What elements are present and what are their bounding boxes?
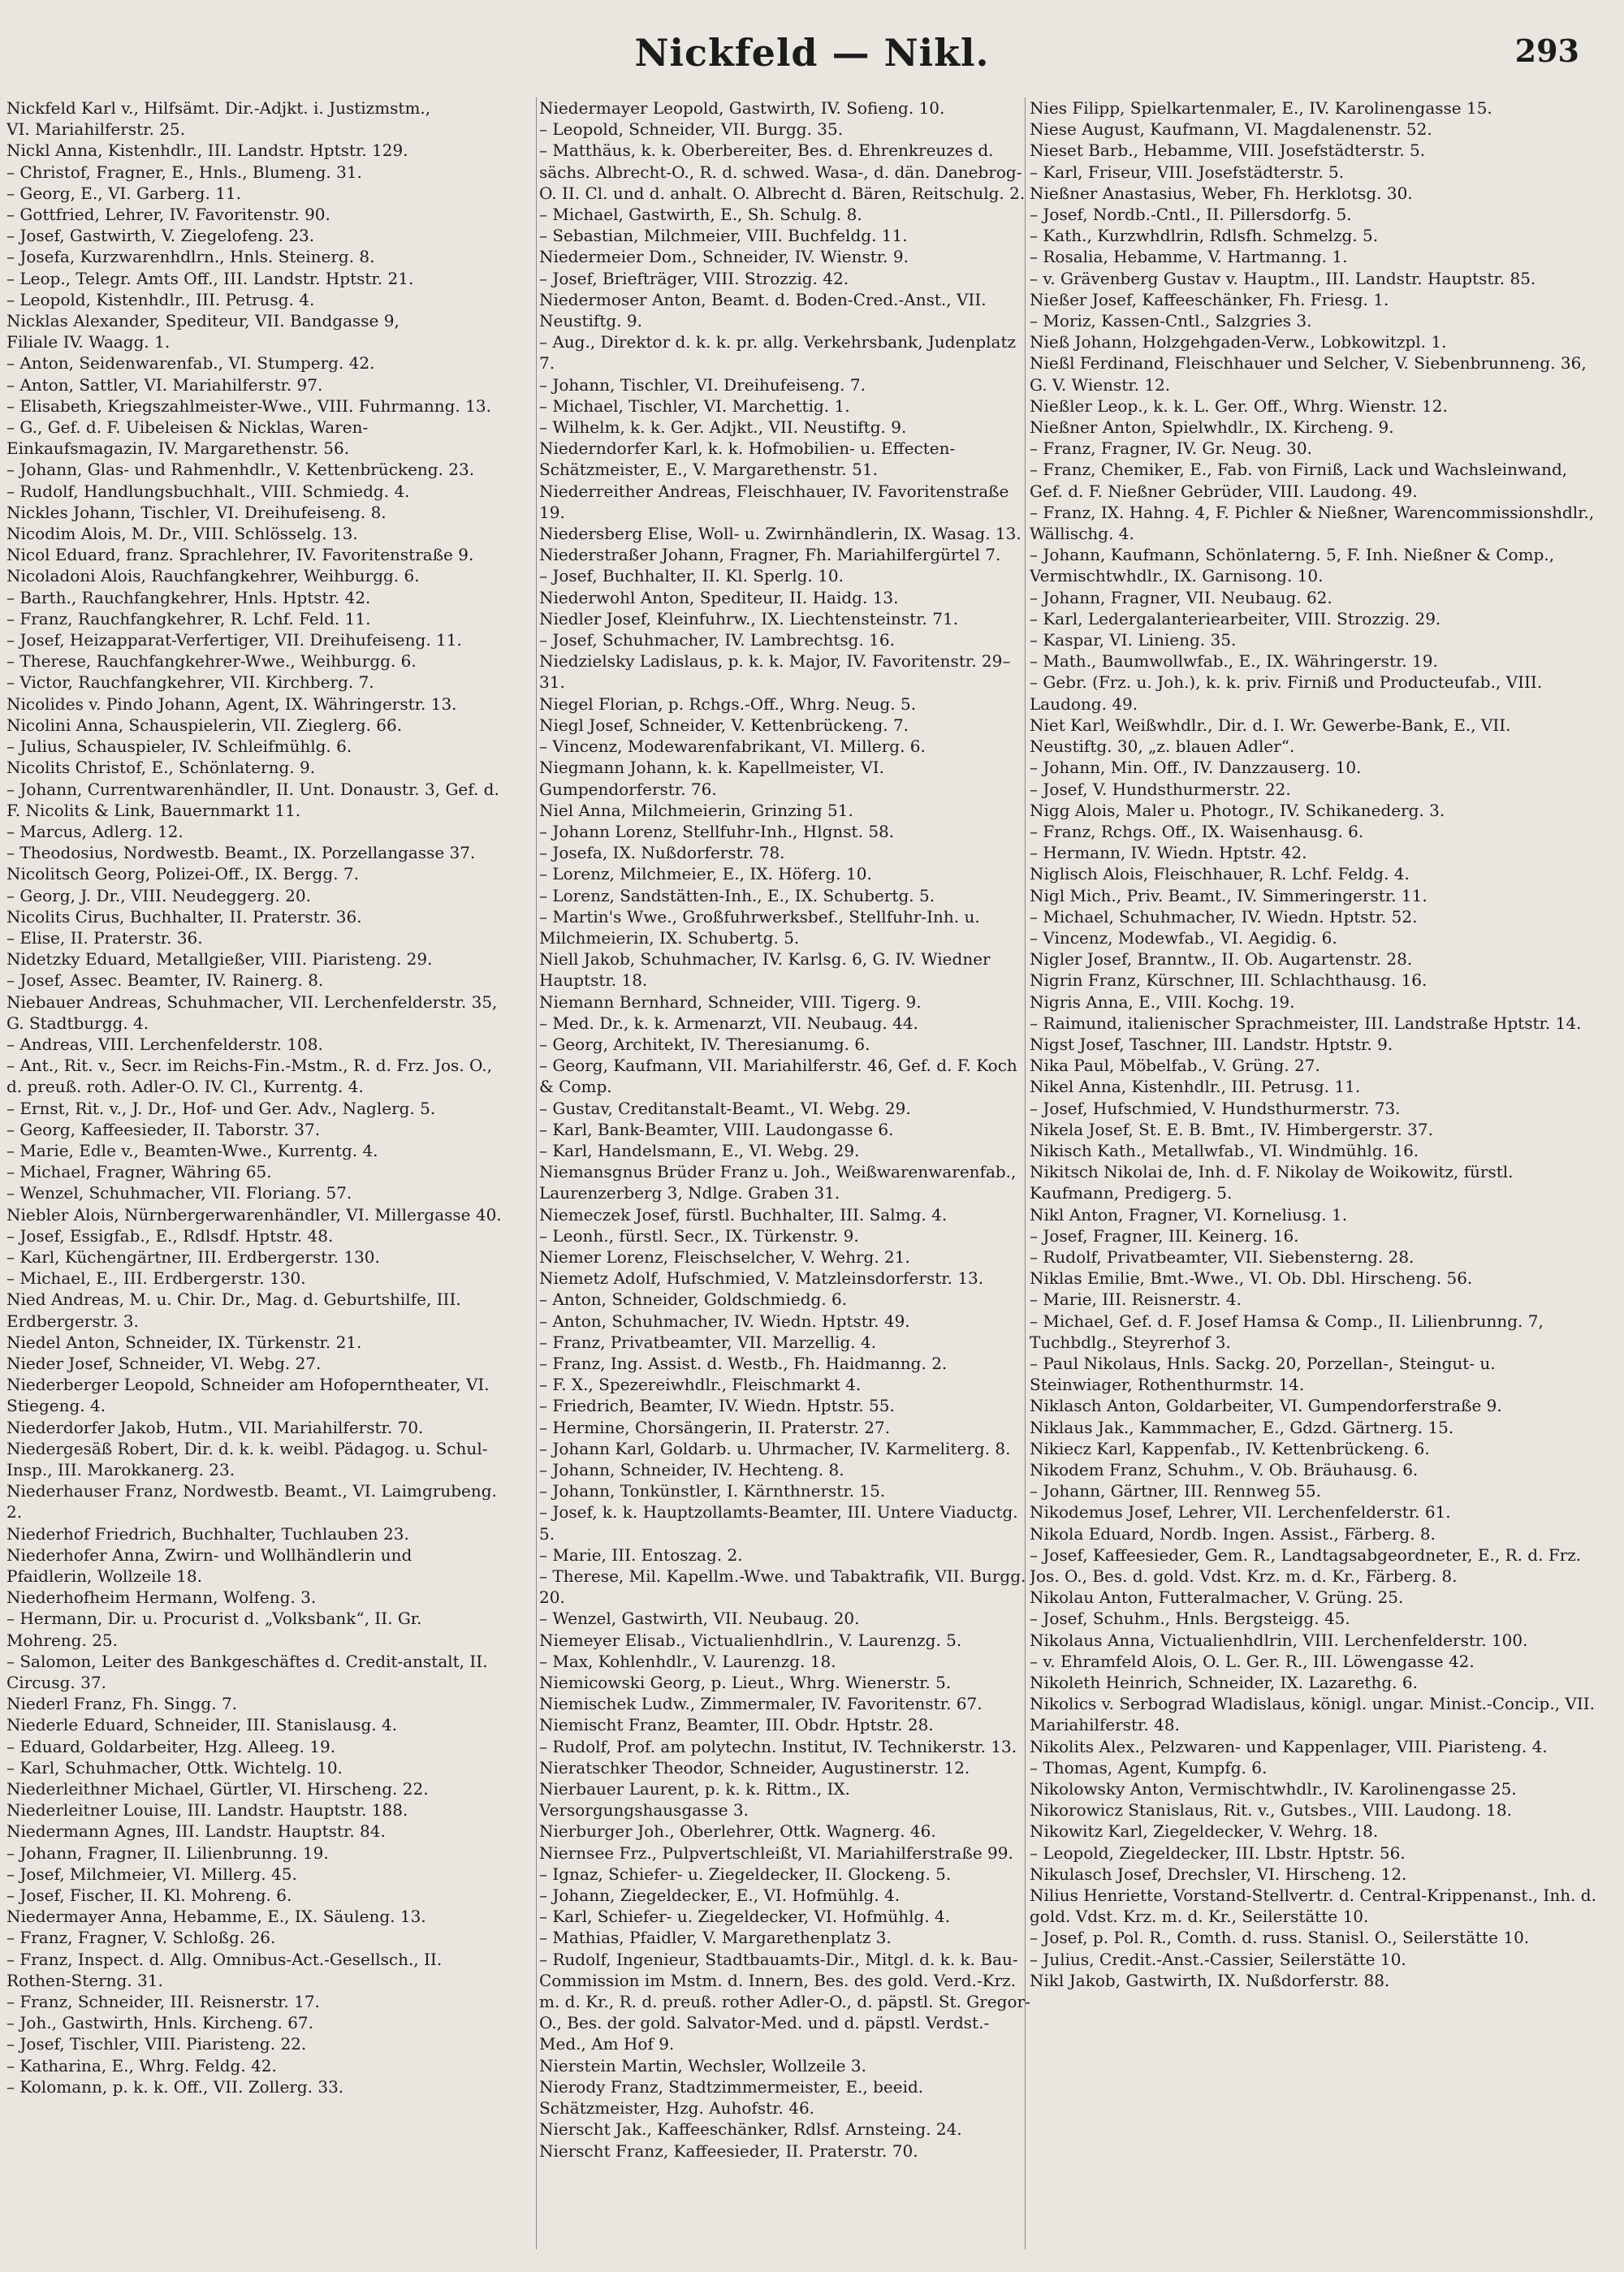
column-divider xyxy=(536,97,537,2249)
directory-entry: – Ignaz, Schiefer- u. Ziegeldecker, II. Glockeng. 5. xyxy=(539,1864,952,1884)
directory-entry: – Rudolf, Handlungsbuchhalt., VIII. Schmiedg. 4. xyxy=(6,481,410,501)
directory-entry: – Franz, Rchgs. Off., IX. Waisenhausg. 6. xyxy=(1030,821,1364,841)
directory-entry: – Josef, Hufschmied, V. Hundsthurmerstr. 73. xyxy=(1030,1098,1401,1118)
directory-entry: Nikolowsky Anton, Vermischtwhdlr., IV. Karolinengasse 25. xyxy=(1030,1779,1517,1799)
directory-entry: – v. Grävenberg Gustav v. Hauptm., III. Landstr. Hauptstr. 85. xyxy=(1030,268,1536,288)
directory-entry: – Therese, Rauchfangkehrer-Wwe., Weihburgg. 6. xyxy=(6,651,417,672)
directory-entry: Niederhauser Franz, Nordwestb. Beamt., VI. Laimgrubeng. 2. xyxy=(6,1481,497,1523)
directory-entry: Nigg Alois, Maler u. Photogr., IV. Schikanederg. 3. xyxy=(1030,800,1445,820)
directory-entry: – Karl, Bank-Beamter, VIII. Laudongasse 6. xyxy=(539,1119,894,1139)
directory-entry: – Lorenz, Milchmeier, E., IX. Höferg. 10. xyxy=(539,864,872,884)
directory-entry: – Kolomann, p. k. k. Off., VII. Zollerg. 33. xyxy=(6,2076,344,2097)
directory-entry: – Franz, Fragner, IV. Gr. Neug. 30. xyxy=(1030,438,1312,459)
directory-entry: Niet Karl, Weißwhdlr., Dir. d. I. Wr. Gewerbe-Bank, E., VII. Neustiftg. 30, „z. blauen Adler“. xyxy=(1030,715,1511,757)
directory-entry: – Elise, II. Praterstr. 36. xyxy=(6,927,203,948)
directory-entry: – Karl, Küchengärtner, III. Erdbergerstr. 130. xyxy=(6,1246,380,1267)
page-header xyxy=(0,31,1624,88)
directory-entry: – Vincenz, Modewfab., VI. Aegidig. 6. xyxy=(1030,927,1337,948)
directory-entry: – Theodosius, Nordwestb. Beamt., IX. Porzellangasse 37. xyxy=(6,843,476,863)
directory-entry: Nikodemus Josef, Lehrer, VII. Lerchenfelderstr. 61. xyxy=(1030,1502,1451,1523)
directory-entry: Niemann Bernhard, Schneider, VIII. Tigerg. 9. xyxy=(539,991,922,1012)
directory-entry: Nieß Johann, Holzgehgaden-Verw., Lobkowitzpl. 1. xyxy=(1030,332,1447,352)
directory-entry: Niedel Anton, Schneider, IX. Türkenstr. 21. xyxy=(6,1332,362,1352)
directory-entry: Nikela Josef, St. E. B. Bmt., IV. Himbergerstr. 37. xyxy=(1030,1119,1433,1139)
directory-entry: – Wenzel, Gastwirth, VII. Neubaug. 20. xyxy=(539,1609,860,1629)
directory-entry: – Georg, E., VI. Garberg. 11. xyxy=(6,183,242,203)
directory-entry: Niederle Eduard, Schneider, III. Stanislausg. 4. xyxy=(6,1715,398,1735)
directory-entry: Nicodim Alois, M. Dr., VIII. Schlösselg. 13. xyxy=(6,524,358,544)
directory-entry: – Michael, Fragner, Währing 65. xyxy=(6,1162,272,1182)
directory-entry: – Georg, Kaufmann, VII. Mariahilferstr. 46, Gef. d. F. Koch & Comp. xyxy=(539,1056,1017,1097)
directory-entry: – Wenzel, Schuhmacher, VII. Floriang. 57. xyxy=(6,1183,352,1203)
directory-entry: – Josef, k. k. Hauptzollamts-Beamter, III. Untere Viaductg. 5. xyxy=(539,1502,1018,1544)
directory-entry: Nierbauer Laurent, p. k. k. Rittm., IX. Versorgungshausgasse 3. xyxy=(539,1779,851,1821)
directory-entry: Niemicowski Georg, p. Lieut., Whrg. Wienerstr. 5. xyxy=(539,1673,952,1693)
directory-entry: Nicklas Alexander, Spediteur, VII. Bandgasse 9, Filiale IV. Waagg. 1. xyxy=(6,311,400,352)
directory-entry: – Med. Dr., k. k. Armenarzt, VII. Neubaug. 44. xyxy=(539,1013,918,1033)
directory-entry: – Paul Nikolaus, Hnls. Sackg. 20, Porzellan-, Steingut- u. Steinwiager, Rothenthurmstr. 14. xyxy=(1030,1353,1496,1395)
directory-entry: Nikel Anna, Kistenhdlr., III. Petrusg. 11. xyxy=(1030,1077,1361,1097)
directory-entry: – Gustav, Creditanstalt-Beamt., VI. Webg. 29. xyxy=(539,1098,911,1118)
directory-entry: – Rosalia, Hebamme, V. Hartmanng. 1. xyxy=(1030,247,1348,267)
directory-entry: – Franz, Rauchfangkehrer, R. Lchf. Feld. 11. xyxy=(6,608,371,628)
directory-entry: Niedermeier Dom., Schneider, IV. Wienstr. 9. xyxy=(539,247,909,267)
directory-entry: – Johann Karl, Goldarb. u. Uhrmacher, IV. Karmeliterg. 8. xyxy=(539,1438,1011,1458)
directory-entry: – Kath., Kurzwhdlrin, Rdlsfh. Schmelzg. 5. xyxy=(1030,226,1379,246)
directory-entry: – Martin's Wwe., Großfuhrwerksbef., Stellfuhr-Inh. u. Milchmeierin, IX. Schubertg. 5. xyxy=(539,906,980,948)
directory-entry: – Johann, Schneider, IV. Hechteng. 8. xyxy=(539,1460,844,1479)
directory-entry: – Johann, Tonkünstler, I. Kärnthnerstr. 15. xyxy=(539,1481,886,1501)
directory-entry: Niederhofer Anna, Zwirn- und Wollhändlerin und Pfaidlerin, Wollzeile 18. xyxy=(6,1544,412,1587)
directory-entry: Niederwohl Anton, Spediteur, II. Haidg. 13. xyxy=(539,587,899,607)
directory-entry: Niemeczek Josef, fürstl. Buchhalter, III. Salmg. 4. xyxy=(539,1204,948,1225)
directory-entry: – Johann, Fragner, VII. Neubaug. 62. xyxy=(1030,587,1332,607)
directory-entry: – Max, Kohlenhdlr., V. Laurenzg. 18. xyxy=(539,1651,836,1671)
directory-entry: Niedler Josef, Kleinfuhrw., IX. Liechtensteinstr. 71. xyxy=(539,608,959,628)
directory-entry: – Matthäus, k. k. Oberbereiter, Bes. d. Ehrenkreuzes d. sächs. Albrecht-O., R. d. schwed. Wasa-, d. dän. Danebrog-O. II. Cl. und d. anhalt. O. Albrecht d. Bären, Reitschulg. 2. xyxy=(539,140,1026,203)
directory-entry: – Johann Lorenz, Stellfuhr-Inh., Hlgnst. 58. xyxy=(539,821,895,841)
directory-entry: Nickl Anna, Kistenhdlr., III. Landstr. Hptstr. 129. xyxy=(6,140,408,161)
directory-entry: – Lorenz, Sandstätten-Inh., E., IX. Schubertg. 5. xyxy=(539,885,935,905)
directory-entry: – Raimund, italienischer Sprachmeister, III. Landstraße Hptstr. 14. xyxy=(1030,1013,1582,1033)
directory-entry: Nikl Anton, Fragner, VI. Korneliusg. 1. xyxy=(1030,1204,1348,1225)
directory-entry: Nikisch Kath., Metallwfab., VI. Windmühlg. 16. xyxy=(1030,1140,1419,1160)
directory-entry: Niedersberg Elise, Woll- u. Zwirnhändlerin, IX. Wasag. 13. xyxy=(539,524,1021,544)
directory-entry: Nikolaus Anna, Victualienhdlrin, VIII. Lerchenfelderstr. 100. xyxy=(1030,1630,1528,1650)
directory-entry: Niederreither Andreas, Fleischhauer, IV. Favoritenstraße 19. xyxy=(539,481,1009,522)
directory-entry: – Marie, III. Reisnerstr. 4. xyxy=(1030,1289,1242,1310)
directory-entry: Nikiecz Karl, Kappenfab., IV. Kettenbrückeng. 6. xyxy=(1030,1438,1430,1458)
directory-entry: – Karl, Handelsmann, E., VI. Webg. 29. xyxy=(539,1140,860,1160)
directory-entry: – Leopold, Kistenhdlr., III. Petrusg. 4. xyxy=(6,289,315,309)
directory-entry: – Elisabeth, Kriegszahlmeister-Wwe., VIII. Fuhrmanng. 13. xyxy=(6,395,491,416)
directory-entry: Niedermann Agnes, III. Landstr. Hauptstr. 84. xyxy=(6,1821,386,1842)
directory-entry: – Julius, Credit.-Anst.-Cassier, Seilerstätte 10. xyxy=(1030,1949,1406,1969)
directory-entry: – Johann, Currentwarenhändler, II. Unt. Donaustr. 3, Gef. d. F. Nicolits & Link, Bauernmarkt 11. xyxy=(6,779,499,820)
directory-entry: – Franz, Ing. Assist. d. Westb., Fh. Haidmanng. 2. xyxy=(539,1353,948,1373)
directory-entry: – Moriz, Kassen-Cntl., Salzgries 3. xyxy=(1030,311,1312,331)
directory-entry: – Therese, Mil. Kapellm.-Wwe. und Tabaktrafik, VII. Burgg. 20. xyxy=(539,1566,1026,1608)
directory-entry: – Michael, Tischler, VI. Marchettig. 1. xyxy=(539,395,850,416)
directory-entry: – F. X., Spezereiwhdlr., Fleischmarkt 4. xyxy=(539,1375,862,1395)
directory-entry: – Franz, Chemiker, E., Fab. von Firniß, Lack und Wachsleinwand, Gef. d. F. Nießner Gebrüder, VIII. Laudong. 49. xyxy=(1030,460,1568,501)
directory-entry: – Michael, Gef. d. F. Josef Hamsa & Comp., II. Lilienbrunng. 7, Tuchbdlg., Steyrerhof 3. xyxy=(1030,1311,1544,1352)
directory-entry: – Karl, Schiefer- u. Ziegeldecker, VI. Hofmühlg. 4. xyxy=(539,1907,951,1927)
directory-entry: Niedermayer Leopold, Gastwirth, IV. Sofieng. 10. xyxy=(539,98,945,118)
directory-entry: – Hermine, Chorsängerin, II. Praterstr. 27. xyxy=(539,1417,891,1437)
directory-entry: Nidetzky Eduard, Metallgießer, VIII. Piaristeng. 29. xyxy=(6,949,433,970)
directory-entry: Niedzielsky Ladislaus, p. k. k. Major, IV. Favoritenstr. 29–31. xyxy=(539,651,1011,693)
directory-entry: Nies Filipp, Spielkartenmaler, E., IV. Karolinengasse 15. xyxy=(1030,98,1492,118)
directory-entry: Niglisch Alois, Fleischhauer, R. Lchf. Feldg. 4. xyxy=(1030,864,1410,884)
directory-entry: – Karl, Schuhmacher, Ottk. Wichtelg. 10. xyxy=(6,1757,343,1777)
directory-entry: Niederleitner Louise, III. Landstr. Hauptstr. 188. xyxy=(6,1800,408,1821)
directory-entry: Niegl Josef, Schneider, V. Kettenbrückeng. 7. xyxy=(539,715,909,735)
directory-entry: – Anton, Seidenwarenfab., VI. Stumperg. 42. xyxy=(6,353,375,374)
directory-entry: Niederdorfer Jakob, Hutm., VII. Mariahilferstr. 70. xyxy=(6,1417,424,1437)
directory-entry: – Josef, Essigfab., E., Rdlsdf. Hptstr. 48. xyxy=(6,1225,334,1246)
directory-entry: Nigl Mich., Priv. Beamt., IV. Simmeringerstr. 11. xyxy=(1030,885,1427,905)
directory-entry: – Leonh., fürstl. Secr., IX. Türkenstr. 9. xyxy=(539,1225,859,1246)
directory-entry: Nießner Anton, Spielwhdlr., IX. Kircheng. 9. xyxy=(1030,417,1394,438)
directory-entry: Nieset Barb., Hebamme, VIII. Josefstädterstr. 5. xyxy=(1030,140,1426,161)
directory-entry: Nikitsch Nikolai de, Inh. d. F. Nikolay de Woikowitz, fürstl. Kaufmann, Predigerg. 5. xyxy=(1030,1162,1514,1203)
directory-entry: Niemischt Franz, Beamter, III. Obdr. Hptstr. 28. xyxy=(539,1715,934,1735)
directory-entry: – Michael, E., III. Erdbergerstr. 130. xyxy=(6,1268,306,1289)
directory-entry: – Julius, Schauspieler, IV. Schleifmühlg. 6. xyxy=(6,736,352,757)
directory-entry: – Mathias, Pfaidler, V. Margarethenplatz 3. xyxy=(539,1928,892,1948)
directory-entry: Niederstraßer Johann, Fragner, Fh. Mariahilfergürtel 7. xyxy=(539,545,1001,565)
directory-entry: Niederhofheim Hermann, Wolfeng. 3. xyxy=(6,1587,317,1608)
directory-entry: Nieratschker Theodor, Schneider, Augustinerstr. 12. xyxy=(539,1757,970,1777)
directory-entry: Nicolitsch Georg, Polizei-Off., IX. Bergg. 7. xyxy=(6,864,359,884)
directory-entry: – G., Gef. d. F. Uibeleisen & Nicklas, Waren-Einkaufsmagazin, IV. Margarethenstr. 56. xyxy=(6,417,369,459)
directory-entry: Nigrin Franz, Kürschner, III. Schlachthausg. 16. xyxy=(1030,970,1427,991)
directory-entry: – Vincenz, Modewarenfabrikant, VI. Millerg. 6. xyxy=(539,736,926,757)
directory-entry: – Marcus, Adlerg. 12. xyxy=(6,821,184,841)
directory-entry: Niegel Florian, p. Rchgs.-Off., Whrg. Neug. 5. xyxy=(539,693,917,714)
directory-entry: – Victor, Rauchfangkehrer, VII. Kirchberg. 7. xyxy=(6,672,374,693)
directory-entry: – Franz, Fragner, V. Schloßg. 26. xyxy=(6,1928,276,1948)
directory-entry: Niederndorfer Karl, k. k. Hofmobilien- u. Effecten-Schätzmeister, E., V. Margarethenstr. 51. xyxy=(539,438,956,480)
directory-entry: – Josef, Heizapparat-Verfertiger, VII. Dreihufeiseng. 11. xyxy=(6,630,462,650)
directory-entry: Niederberger Leopold, Schneider am Hofoperntheater, VI. Stiegeng. 4. xyxy=(6,1375,490,1416)
directory-entry: Niklaus Jak., Kammmacher, E., Gdzd. Gärtnerg. 15. xyxy=(1030,1417,1454,1437)
directory-entry: – Johann, Fragner, II. Lilienbrunng. 19. xyxy=(6,1842,329,1863)
directory-entry: – Johann, Gärtner, III. Rennweg 55. xyxy=(1030,1481,1321,1501)
directory-entry: Nierburger Joh., Oberlehrer, Ottk. Wagnerg. 46. xyxy=(539,1821,936,1842)
directory-entry: – Marie, III. Entoszag. 2. xyxy=(539,1544,743,1565)
directory-entry: Niernsee Frz., Pulpvertschleißt, VI. Mariahilferstraße 99. xyxy=(539,1842,1013,1863)
directory-entry: – Gebr. (Frz. u. Joh.), k. k. priv. Firniß und Producteufab., VIII. Laudong. 49. xyxy=(1030,672,1543,714)
directory-entry: – Johann, Kaufmann, Schönlaterng. 5, F. Inh. Nießner & Comp., Vermischtwhdlr., IX. Garnisong. 10. xyxy=(1030,545,1555,586)
directory-entry: – Johann, Tischler, VI. Dreihufeiseng. 7. xyxy=(539,374,866,395)
directory-entry: – Michael, Gastwirth, E., Sh. Schulg. 8. xyxy=(539,205,862,225)
column-2 xyxy=(539,97,1034,2257)
directory-entry: Niemeyer Elisab., Victualienhdlrin., V. Laurenzg. 5. xyxy=(539,1630,962,1650)
directory-entry: – Leopold, Schneider, VII. Burgg. 35. xyxy=(539,119,844,140)
directory-entry: Nilius Henriette, Vorstand-Stellvertr. d. Central-Krippenanst., Inh. d. gold. Vdst. Krz. m. d. Kr., Seilerstätte 10. xyxy=(1030,1885,1596,1927)
directory-entry: – Josef, Schuhm., Hnls. Bergsteigg. 45. xyxy=(1030,1609,1350,1629)
directory-entry: – Josef, Schuhmacher, IV. Lambrechtsg. 16. xyxy=(539,630,895,650)
directory-entry: – Leop., Telegr. Amts Off., III. Landstr. Hptstr. 21. xyxy=(6,268,414,288)
directory-entry: Nickfeld Karl v., Hilfsämt. Dir.-Adjkt. i. Justizmstm., VI. Mariahilferstr. 25. xyxy=(6,98,431,140)
directory-entry: Niedergesäß Robert, Dir. d. k. k. weibl. Pädagog. u. Schul-Insp., III. Marokkanerg. 23. xyxy=(6,1438,488,1479)
directory-entry: Nießl Ferdinand, Fleischhauer und Selcher, V. Siebenbrunneng. 36, G. V. Wienstr. 12. xyxy=(1030,353,1587,395)
directory-entry: – Rudolf, Privatbeamter, VII. Siebensterng. 28. xyxy=(1030,1246,1415,1267)
directory-entry: Nikl Jakob, Gastwirth, IX. Nußdorferstr. 88. xyxy=(1030,1970,1390,1990)
directory-entry: – v. Ehramfeld Alois, O. L. Ger. R., III. Löwengasse 42. xyxy=(1030,1651,1475,1671)
directory-entry: – Josef, Buchhalter, II. Kl. Sperlg. 10. xyxy=(539,566,844,586)
directory-entry: Niese August, Kaufmann, VI. Magdalenenstr. 52. xyxy=(1030,119,1432,140)
directory-entry: – Kaspar, VI. Linieng. 35. xyxy=(1030,630,1237,650)
directory-entry: – Josef, Gastwirth, V. Ziegelofeng. 23. xyxy=(6,226,315,246)
directory-entry: – Anton, Sattler, VI. Mariahilferstr. 97. xyxy=(6,374,323,395)
directory-entry: – Michael, Schuhmacher, IV. Wiedn. Hptstr. 52. xyxy=(1030,906,1418,927)
directory-entry: Niedermoser Anton, Beamt. d. Boden-Cred.-Anst., VII. Neustiftg. 9. xyxy=(539,289,987,331)
directory-entry: – Karl, Friseur, VIII. Josefstädterstr. 5. xyxy=(1030,162,1345,182)
directory-entry: – Josef, Fischer, II. Kl. Mohreng. 6. xyxy=(6,1885,292,1906)
directory-entry: Niederl Franz, Fh. Singg. 7. xyxy=(6,1694,238,1714)
directory-entry: – Friedrich, Beamter, IV. Wiedn. Hptstr. 55. xyxy=(539,1396,895,1416)
directory-entry: Niederleithner Michael, Gürtler, VI. Hirscheng. 22. xyxy=(6,1779,429,1799)
directory-entry: – Karl, Ledergalanteriearbeiter, VIII. Strozzig. 29. xyxy=(1030,608,1441,628)
directory-entry: – Marie, Edle v., Beamten-Wwe., Kurrentg. 4. xyxy=(6,1140,378,1160)
directory-entry: – Georg, Kaffeesieder, II. Taborstr. 37. xyxy=(6,1119,321,1139)
directory-entry: – Josef, Kaffeesieder, Gem. R., Landtagsabgeordneter, E., R. d. Frz. Jos. O., Bes. d. gold. Vdst. Krz. m. d. Kr., Färberg. 8. xyxy=(1030,1544,1582,1587)
directory-entry: – Franz, Schneider, III. Reisnerstr. 17. xyxy=(6,1992,320,2012)
directory-entry: – Salomon, Leiter des Bankgeschäftes d. Credit-anstalt, II. Circusg. 37. xyxy=(6,1651,488,1693)
directory-entry: Nigler Josef, Branntw., II. Ob. Augartenstr. 28. xyxy=(1030,949,1413,970)
directory-entry: – Josef, V. Hundsthurmerstr. 22. xyxy=(1030,779,1291,799)
directory-entry: – Josefa, IX. Nußdorferstr. 78. xyxy=(539,843,785,863)
column-3 xyxy=(1030,97,1598,2257)
directory-entry: Nicolides v. Pindo Johann, Agent, IX. Währingerstr. 13. xyxy=(6,693,457,714)
directory-entry: Nieder Josef, Schneider, VI. Webg. 27. xyxy=(6,1353,322,1373)
directory-entry: – Josef, Nordb.-Cntl., II. Pillersdorfg. 5. xyxy=(1030,205,1352,225)
directory-entry: – Rudolf, Ingenieur, Stadtbauamts-Dir., Mitgl. d. k. k. Bau-Commission im Mstm. d. Innern, Bes. des gold. Verd.-Krz. m. d. Kr., R. d. preuß. rother Adler-O., d. päpstl. St. Gregor-O., Bes. der gold. Salvator-Med. und d. päpstl. Verdst.-Med., Am Hof 9. xyxy=(539,1949,1030,2054)
page-number: 293 xyxy=(1514,32,1579,69)
directory-entry: – Georg, Architekt, IV. Theresianumg. 6. xyxy=(539,1034,870,1054)
directory-entry: Nigst Josef, Taschner, III. Landstr. Hptstr. 9. xyxy=(1030,1034,1393,1054)
directory-entry: Nikorowicz Stanislaus, Rit. v., Gutsbes., VIII. Laudong. 18. xyxy=(1030,1800,1512,1821)
directory-entry: Nicoladoni Alois, Rauchfangkehrer, Weihburgg. 6. xyxy=(6,566,420,586)
directory-entry: – Christof, Fragner, E., Hnls., Blumeng. 31. xyxy=(6,162,362,182)
directory-entry: Nierscht Jak., Kaffeeschänker, Rdlsf. Arnsteing. 24. xyxy=(539,2119,962,2140)
directory-entry: Nicol Eduard, franz. Sprachlehrer, IV. Favoritenstraße 9. xyxy=(6,545,474,565)
directory-entry: Nießer Josef, Kaffeeschänker, Fh. Friesg. 1. xyxy=(1030,289,1389,309)
directory-entry: – Rudolf, Prof. am polytechn. Institut, IV. Technikerstr. 13. xyxy=(539,1736,1017,1756)
directory-entry: Nierstein Martin, Wechsler, Wollzeile 3. xyxy=(539,2055,866,2075)
directory-entry: Nierscht Franz, Kaffeesieder, II. Praterstr. 70. xyxy=(539,2140,918,2161)
directory-entry: Nicolini Anna, Schauspielerin, VII. Zieglerg. 66. xyxy=(6,715,403,735)
directory-entry: – Gottfried, Lehrer, IV. Favoritenstr. 90. xyxy=(6,205,330,225)
directory-entry: – Eduard, Goldarbeiter, Hzg. Alleeg. 19. xyxy=(6,1736,336,1756)
directory-entry: – Franz, IX. Hahng. 4, F. Pichler & Nießner, Warencommissionshdlr., Wällischg. 4. xyxy=(1030,502,1595,544)
column-1 xyxy=(6,97,502,2257)
directory-entry: – Georg, J. Dr., VIII. Neudeggerg. 20. xyxy=(6,885,311,905)
directory-entry: Niebler Alois, Nürnbergerwarenhändler, VI. Millergasse 40. xyxy=(6,1204,502,1225)
directory-entry: Nießler Leop., k. k. L. Ger. Off., Whrg. Wienstr. 12. xyxy=(1030,395,1448,416)
directory-entry: – Josef, Tischler, VIII. Piaristeng. 22. xyxy=(6,2034,307,2054)
directory-entry: – Hermann, IV. Wiedn. Hptstr. 42. xyxy=(1030,843,1307,863)
directory-entry: – Franz, Inspect. d. Allg. Omnibus-Act.-Gesellsch., II. Rothen-Sterng. 31. xyxy=(6,1949,443,1990)
directory-entry: – Josef, p. Pol. R., Comth. d. russ. Stanisl. O., Seilerstätte 10. xyxy=(1030,1928,1530,1948)
directory-entry: – Josef, Fragner, III. Keinerg. 16. xyxy=(1030,1225,1299,1246)
directory-entry: – Johann, Glas- und Rahmenhdlr., V. Kettenbrückeng. 23. xyxy=(6,460,475,480)
directory-entry: – Leopold, Ziegeldecker, III. Lbstr. Hptstr. 56. xyxy=(1030,1842,1406,1863)
directory-entry: Nicolits Christof, E., Schönlaterng. 9. xyxy=(6,758,316,778)
directory-entry: Nikoleth Heinrich, Schneider, IX. Lazarethg. 6. xyxy=(1030,1673,1418,1693)
directory-entry: Nikolits Alex., Pelzwaren- und Kappenlager, VIII. Piaristeng. 4. xyxy=(1030,1736,1548,1756)
directory-entry: Nikolau Anton, Futteralmacher, V. Grüng. 25. xyxy=(1030,1587,1404,1608)
directory-entry: Niklasch Anton, Goldarbeiter, VI. Gumpendorferstraße 9. xyxy=(1030,1396,1502,1416)
page-title: Nickfeld — Nikl. xyxy=(634,31,990,75)
directory-entry: – Josef, Assec. Beamter, IV. Rainerg. 8. xyxy=(6,970,324,991)
directory-entry: Nika Paul, Möbelfab., V. Grüng. 27. xyxy=(1030,1056,1320,1076)
directory-entry: Niemischek Ludw., Zimmermaler, IV. Favoritenstr. 67. xyxy=(539,1694,983,1714)
directory-entry: Nikowitz Karl, Ziegeldecker, V. Wehrg. 18. xyxy=(1030,1821,1379,1842)
directory-entry: Nied Andreas, M. u. Chir. Dr., Mag. d. Geburtshilfe, III. Erdbergerstr. 3. xyxy=(6,1289,461,1331)
directory-entry: Niemansgnus Brüder Franz u. Joh., Weißwarenwarenfab., Laurenzerberg 3, Ndlge. Graben 31. xyxy=(539,1162,1017,1203)
directory-entry: Nicolits Cirus, Buchhalter, II. Praterstr. 36. xyxy=(6,906,362,927)
directory-entry: – Johann, Ziegeldecker, E., VI. Hofmühlg. 4. xyxy=(539,1885,901,1906)
directory-entry: Nikodem Franz, Schuhm., V. Ob. Bräuhausg. 6. xyxy=(1030,1460,1419,1479)
directory-entry: Niedermayer Anna, Hebamme, E., IX. Säuleng. 13. xyxy=(6,1907,426,1927)
directory-entry: – Ernst, Rit. v., J. Dr., Hof- und Ger. Adv., Naglerg. 5. xyxy=(6,1098,436,1118)
directory-entry: – Andreas, VIII. Lerchenfelderstr. 108. xyxy=(6,1034,323,1054)
directory-entry: – Joh., Gastwirth, Hnls. Kircheng. 67. xyxy=(6,2013,313,2033)
directory-entry: – Math., Baumwollwfab., E., IX. Währingerstr. 19. xyxy=(1030,651,1438,672)
directory-entry: Niel Anna, Milchmeierin, Grinzing 51. xyxy=(539,800,853,820)
directory-entry: Niemetz Adolf, Hufschmied, V. Matzleinsdorferstr. 13. xyxy=(539,1268,984,1289)
directory-entry: Nigris Anna, E., VIII. Kochg. 19. xyxy=(1030,991,1295,1012)
directory-entry: – Wilhelm, k. k. Ger. Adjkt., VII. Neustiftg. 9. xyxy=(539,417,907,438)
directory-entry: Niederhof Friedrich, Buchhalter, Tuchlauben 23. xyxy=(6,1523,409,1544)
directory-entry: – Josef, Milchmeier, VI. Millerg. 45. xyxy=(6,1864,297,1884)
directory-entry: – Sebastian, Milchmeier, VIII. Buchfeldg. 11. xyxy=(539,226,908,246)
directory-entry: Niegmann Johann, k. k. Kapellmeister, VI. Gumpendorferstr. 76. xyxy=(539,758,884,799)
directory-entry: – Hermann, Dir. u. Procurist d. „Volksbank“, II. Gr. Mohreng. 25. xyxy=(6,1609,422,1650)
directory-entry: – Franz, Privatbeamter, VII. Marzellig. 4. xyxy=(539,1332,877,1352)
directory-entry: Niebauer Andreas, Schuhmacher, VII. Lerchenfelderstr. 35, G. Stadtburgg. 4. xyxy=(6,991,498,1033)
directory-entry: Niell Jakob, Schuhmacher, IV. Karlsg. 6, G. IV. Wiedner Hauptstr. 18. xyxy=(539,949,991,991)
directory-entry: – Thomas, Agent, Kumpfg. 6. xyxy=(1030,1757,1268,1777)
directory-entry: Nikolics v. Serbograd Wladislaus, königl. ungar. Minist.-Concip., VII. Mariahilferstr. 48. xyxy=(1030,1694,1596,1735)
directory-entry: – Aug., Direktor d. k. k. pr. allg. Verkehrsbank, Judenplatz 7. xyxy=(539,332,1017,374)
directory-entry: – Katharina, E., Whrg. Feldg. 42. xyxy=(6,2055,277,2075)
directory-entry: Nikola Eduard, Nordb. Ingen. Assist., Färberg. 8. xyxy=(1030,1523,1436,1544)
directory-entry: – Ant., Rit. v., Secr. im Reichs-Fin.-Mstm., R. d. Frz. Jos. O., d. preuß. roth. Adler-O. IV. Cl., Kurrentg. 4. xyxy=(6,1056,492,1097)
directory-entry: Nierody Franz, Stadtzimmermeister, E., beeid. Schätzmeister, Hzg. Auhofstr. 46. xyxy=(539,2076,924,2119)
directory-entry: – Josef, Briefträger, VIII. Strozzig. 42. xyxy=(539,268,849,288)
directory-entry: Nikulasch Josef, Drechsler, VI. Hirscheng. 12. xyxy=(1030,1864,1407,1884)
directory-entry: – Josefa, Kurzwarenhdlrn., Hnls. Steinerg. 8. xyxy=(6,247,375,267)
directory-entry: Niklas Emilie, Bmt.-Wwe., VI. Ob. Dbl. Hirscheng. 56. xyxy=(1030,1268,1473,1289)
directory-entry: Niemer Lorenz, Fleischselcher, V. Wehrg. 21. xyxy=(539,1246,910,1267)
directory-entry: Nießner Anastasius, Weber, Fh. Herklotsg. 30. xyxy=(1030,183,1413,203)
directory-entry: – Anton, Schuhmacher, IV. Wiedn. Hptstr. 49. xyxy=(539,1311,910,1331)
directory-entry: Nickles Johann, Tischler, VI. Dreihufeiseng. 8. xyxy=(6,502,387,522)
directory-entry: – Johann, Min. Off., IV. Danzzauserg. 10. xyxy=(1030,758,1362,778)
directory-entry: – Barth., Rauchfangkehrer, Hnls. Hptstr. 42. xyxy=(6,587,371,607)
directory-entry: – Anton, Schneider, Goldschmiedg. 6. xyxy=(539,1289,848,1310)
